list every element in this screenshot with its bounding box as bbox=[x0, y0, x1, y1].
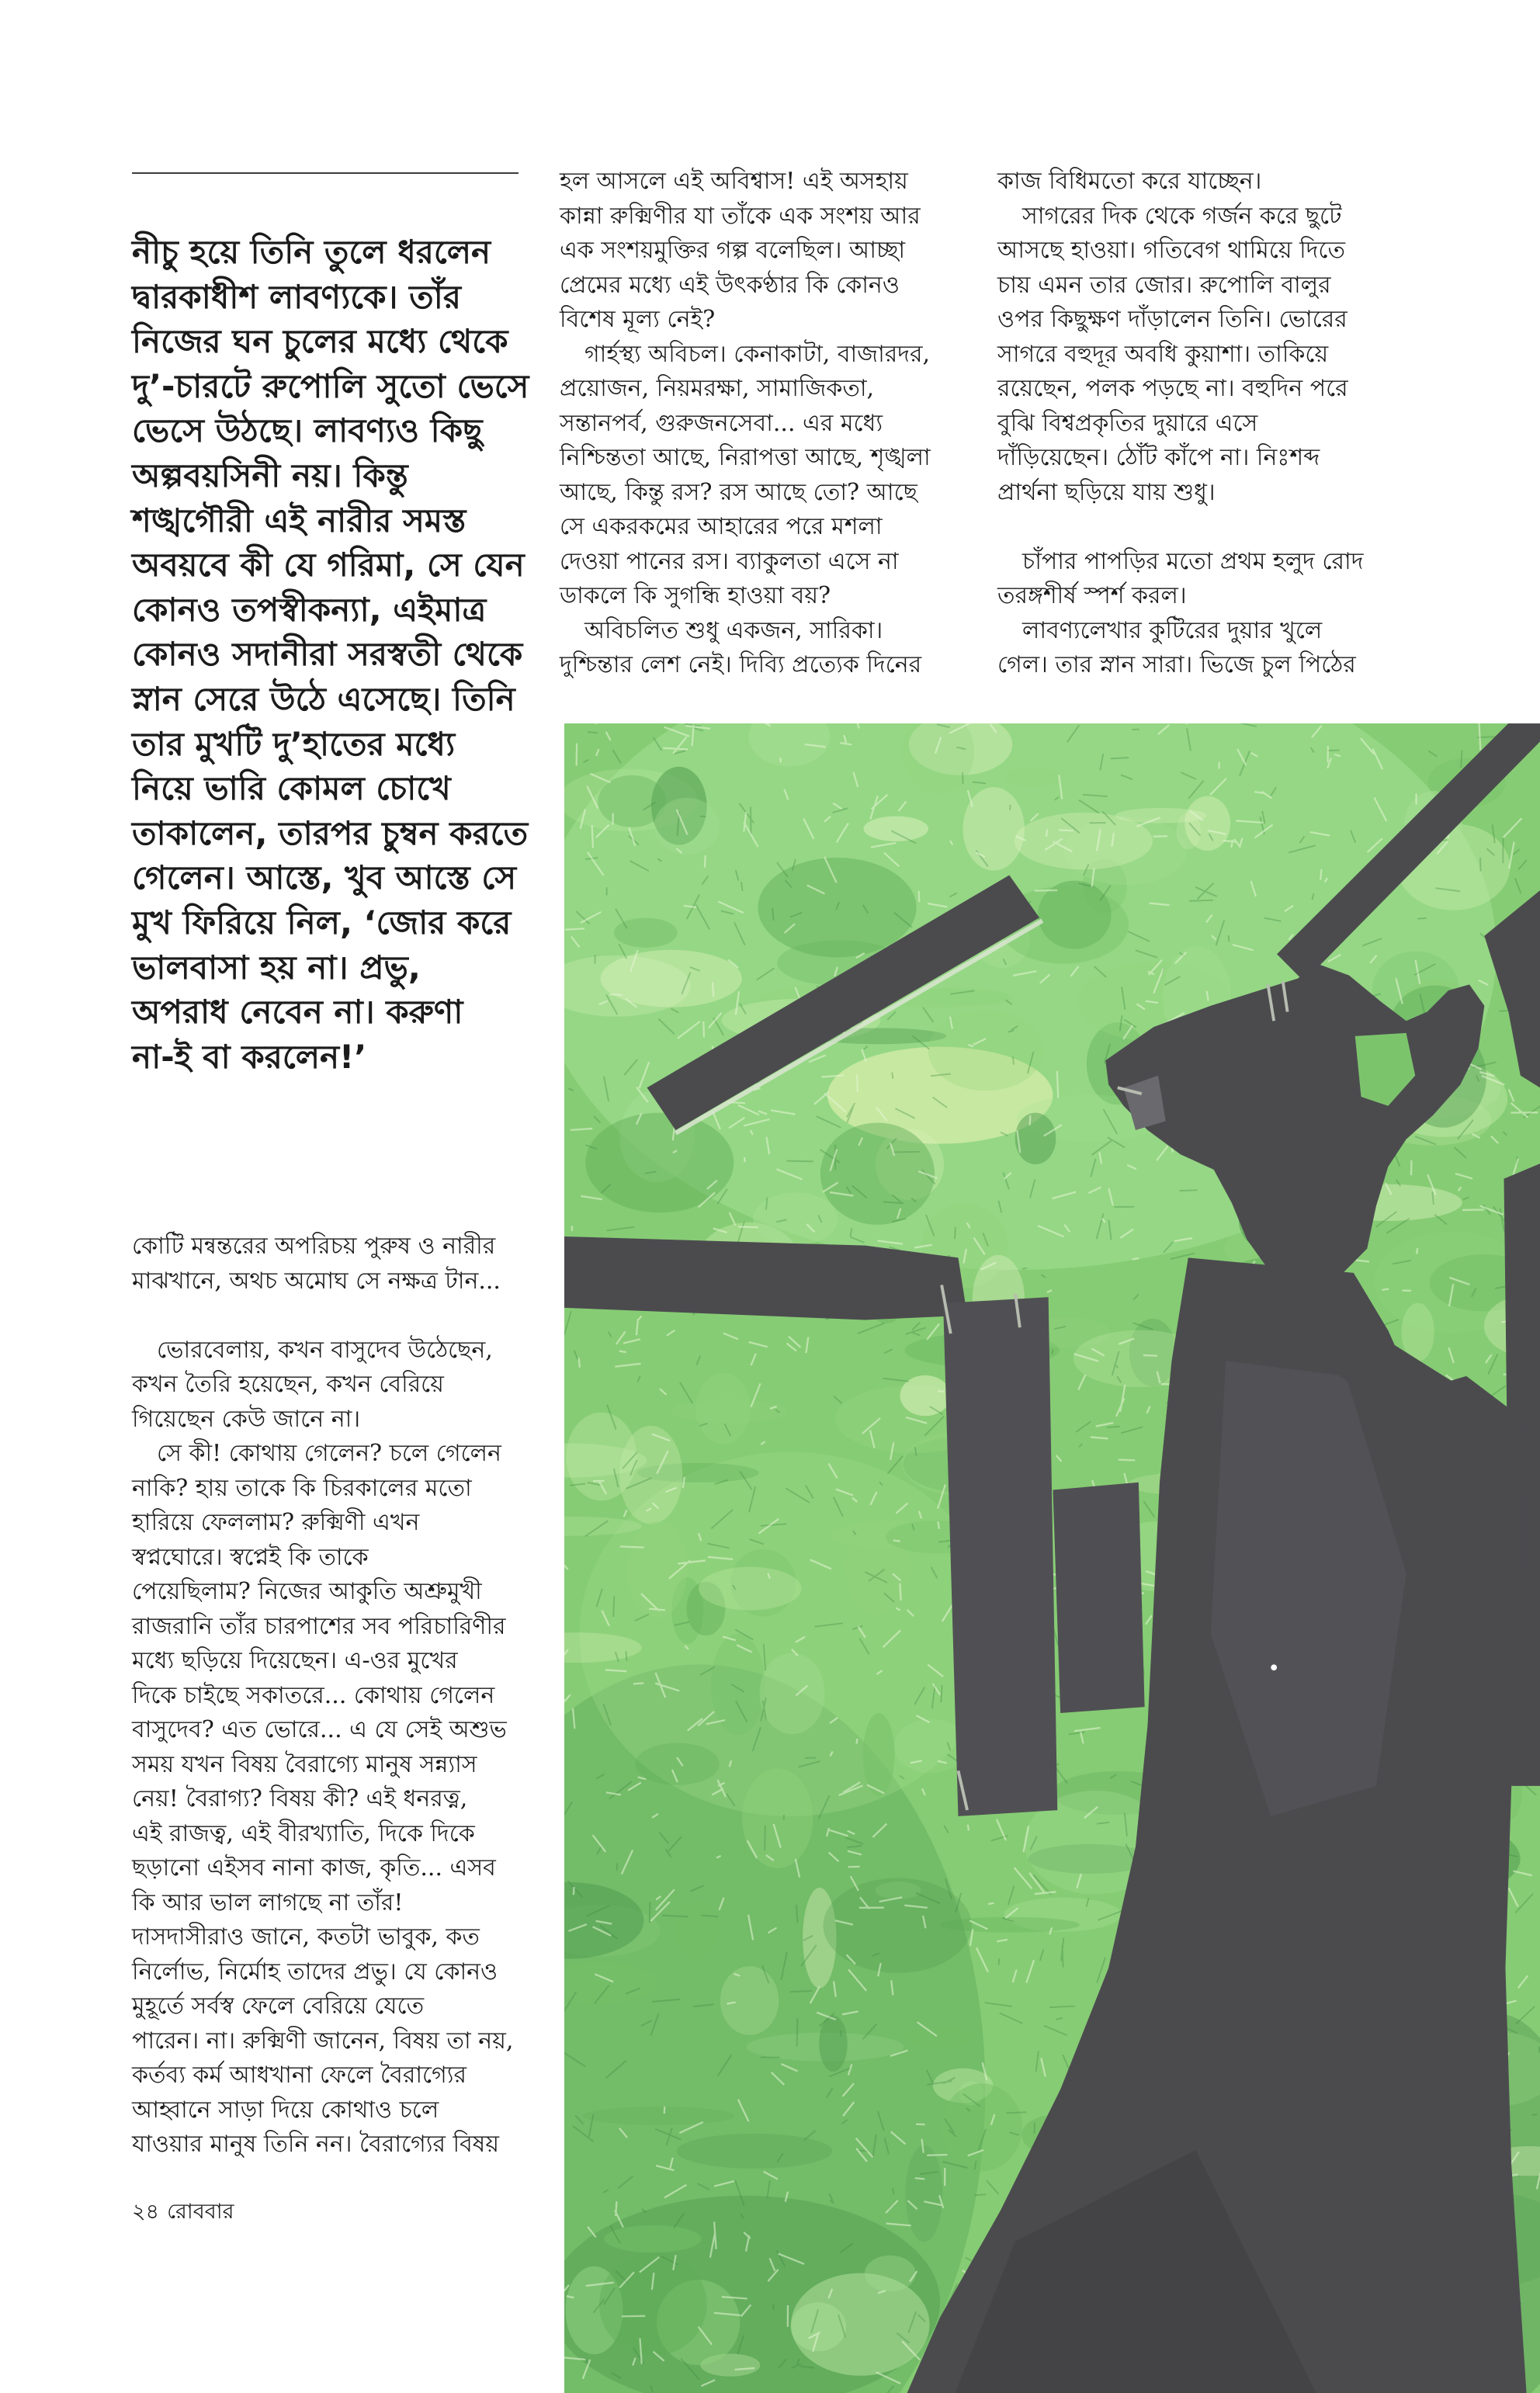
text-line: সাগরে বহুদূর অবধি কুয়াশা। তাকিয়ে bbox=[997, 340, 1329, 368]
text-line: দুশ্চিন্তার লেশ নেই। দিব্যি প্রত্যেক দিনের bbox=[560, 651, 922, 678]
intro-paragraph bbox=[132, 1229, 520, 1299]
text-line: সাগরের দিক থেকে গর্জন করে ছুটে bbox=[1022, 202, 1342, 230]
text-line: পারেন। না। রুক্মিণী জানেন, বিষয় তা নয়, bbox=[132, 2027, 514, 2055]
pull-quote-line: না-ই বা করলেন!’ bbox=[132, 1037, 367, 1076]
pull-quote bbox=[132, 230, 543, 1079]
illustration bbox=[564, 723, 1540, 2393]
body-paragraph bbox=[997, 545, 1386, 614]
texture-blotch bbox=[820, 1122, 935, 1224]
pull-quote-line: অপরাধ নেবেন না। করুণা bbox=[132, 993, 463, 1032]
texture-blotch bbox=[600, 950, 741, 1007]
texture-blotch bbox=[654, 798, 720, 855]
pull-quote-line: নিয়ে ভারি কোমল চোখে bbox=[132, 769, 451, 808]
body-paragraph bbox=[997, 199, 1386, 511]
texture-blotch bbox=[711, 1633, 765, 1735]
illustration-artwork bbox=[564, 723, 1540, 2393]
texture-blotch bbox=[906, 2145, 943, 2242]
body-paragraph bbox=[560, 614, 944, 683]
text-line: প্রার্থনা ছড়িয়ে যায় শুধু। bbox=[997, 478, 1216, 506]
text-line: গেল। তার স্নান সারা। ভিজে চুল পিঠের bbox=[997, 651, 1356, 678]
texture-blotch bbox=[720, 1966, 779, 2035]
text-line: মধ্যে ছড়িয়ে দিয়েছেন। এ-ওর মুখের bbox=[132, 1647, 458, 1674]
text-line: গিয়েছেন কেউ জানে না। bbox=[132, 1405, 361, 1433]
pull-quote-line: কোনও সদানীরা সরস্বতী থেকে bbox=[132, 635, 523, 674]
pull-quote-line: কোনও তপস্বীকন্যা, এইমাত্র bbox=[132, 590, 487, 629]
texture-blotch bbox=[760, 1653, 825, 1734]
text-line: এক সংশয়মুক্তির গল্প বলেছিল। আচ্ছা bbox=[560, 237, 906, 264]
text-line: দিকে চাইছে সকাতরে... কোথায় গেলেন bbox=[132, 1681, 495, 1709]
white-speck bbox=[1271, 1664, 1277, 1670]
texture-blotch bbox=[903, 2026, 975, 2048]
pull-quote-line: তাকালেন, তারপর চুম্বন করতে bbox=[132, 813, 529, 852]
body-paragraph bbox=[132, 1333, 520, 1438]
pull-quote-line: দু’-চারটে রুপোলি সুতো ভেসে bbox=[132, 366, 529, 405]
texture-blotch bbox=[942, 2083, 1022, 2171]
pull-quote-line: তার মুখটি দু’হাতের মধ্যে bbox=[132, 724, 456, 763]
texture-blotch bbox=[928, 1010, 1044, 1091]
text-line: দাসদাসীরাও জানে, কতটা ভাবুক, কত bbox=[132, 1923, 480, 1951]
texture-blotch bbox=[599, 2253, 707, 2356]
pull-quote-line: মুখ ফিরিয়ে নিল, ‘জোর করে bbox=[132, 903, 512, 942]
text-line: আছে, কিন্তু রস? রস আছে তো? আছে bbox=[560, 478, 917, 506]
text-line: চায় এমন তার জোর। রুপোলি বালুর bbox=[997, 271, 1331, 299]
pull-quote-line: শঙ্খগৌরী এই নারীর সমস্ত bbox=[132, 501, 467, 539]
text-line: পেয়েছিলাম? নিজের আকুতি অশ্রুমুখী bbox=[132, 1578, 482, 1605]
text-line: নাকি? হায় তাকে কি চিরকালের মতো bbox=[132, 1474, 472, 1502]
text-line: আহ্বানে সাড়া দিয়ে কোথাও চলে bbox=[132, 2096, 439, 2124]
texture-blotch bbox=[695, 1373, 751, 1444]
text-line: কান্না রুক্মিণীর যা তাঁকে এক সংশয় আর bbox=[560, 202, 921, 230]
page-number: ২৪ bbox=[132, 2200, 160, 2224]
body-paragraph bbox=[560, 165, 944, 338]
texture-blotch bbox=[675, 1901, 720, 1959]
text-line: রাজরানি তাঁর চারপাশের সব পরিচারিণীর bbox=[132, 1612, 506, 1640]
texture-blotch bbox=[918, 987, 1009, 1005]
texture-blotch bbox=[742, 1768, 813, 1868]
page-footer bbox=[132, 2198, 234, 2226]
texture-blotch bbox=[962, 787, 1024, 871]
texture-blotch bbox=[628, 1521, 687, 1618]
body-paragraph bbox=[132, 1920, 520, 2162]
text-line: সে একরকমের আহারের পরে মশলা bbox=[560, 513, 883, 540]
text-line: নেয়! বৈরাগ্য? বিষয় কী? এই ধনরত্ন, bbox=[132, 1785, 468, 1812]
text-line: দেওয়া পানের রস। ব্যাকুলতা এসে না bbox=[560, 547, 899, 575]
texture-blotch bbox=[585, 1113, 734, 1213]
magazine-name: রোববার bbox=[167, 2200, 234, 2224]
texture-blotch bbox=[1115, 808, 1206, 824]
body-paragraph bbox=[997, 165, 1386, 199]
left-text-column bbox=[132, 1229, 520, 2162]
pull-quote-line: গেলেন। আস্তে, খুব আস্তে সে bbox=[132, 858, 517, 897]
texture-blotch bbox=[699, 1567, 801, 1611]
second-sleeve bbox=[1053, 1483, 1144, 1713]
hanging-sleeve bbox=[943, 1297, 1057, 1816]
pull-quote-line: দ্বারকাধীশ লাবণ্যকে। তাঁর bbox=[132, 277, 461, 316]
text-line: ভোরবেলায়, কখন বাসুদেব উঠেছেন, bbox=[157, 1336, 493, 1364]
pull-quote-line: অল্পবয়সিনী নয়। কিন্তু bbox=[132, 456, 408, 494]
text-line: রয়েছেন, পলক পড়ছে না। বহুদিন পরে bbox=[997, 375, 1348, 402]
texture-blotch bbox=[791, 2273, 930, 2376]
text-line: মুহূর্তে সর্বস্ব ফেলে বেরিয়ে যেতে bbox=[132, 1992, 425, 2020]
text-line: সময় যখন বিষয় বৈরাগ্যে মানুষ সন্ন্যাস bbox=[132, 1750, 477, 1778]
texture-blotch bbox=[819, 2016, 847, 2072]
text-line: কাজ বিধিমতো করে যাচ্ছেন। bbox=[997, 168, 1262, 195]
texture-blotch bbox=[566, 1413, 636, 1501]
header-rule bbox=[132, 172, 519, 174]
text-line: তরঙ্গশীর্ষ স্পর্শ করল। bbox=[997, 582, 1187, 609]
pull-quote-line: নিজের ঘন চুলের মধ্যে থেকে bbox=[132, 322, 508, 361]
pull-quote-line: অবয়বে কী যে গরিমা, সে যেন bbox=[132, 546, 525, 584]
body-paragraph bbox=[560, 338, 944, 614]
texture-blotch bbox=[582, 2107, 734, 2125]
text-line: বুঝি বিশ্বপ্রকৃতির দুয়ারে এসে bbox=[997, 409, 1258, 437]
text-line: নির্লোভ, নির্মোহ তাদের প্রভু। যে কোনও bbox=[132, 1958, 498, 1985]
text-line: গার্হস্থ্য অবিচল। কেনাকাটা, বাজারদর, bbox=[584, 340, 931, 368]
text-line: নিশ্চিন্ততা আছে, নিরাপত্তা আছে, শৃঙ্খলা bbox=[560, 444, 931, 471]
middle-text-column bbox=[560, 165, 944, 683]
texture-blotch bbox=[865, 2256, 916, 2292]
texture-blotch bbox=[1015, 1113, 1056, 1164]
text-line: মাঝখানে, অথচ অমোঘ সে নক্ষত্র টান... bbox=[132, 1267, 501, 1295]
body-paragraph bbox=[997, 614, 1386, 683]
texture-blotch bbox=[753, 1192, 838, 1245]
pull-quote-paragraph bbox=[132, 230, 543, 1079]
text-line: এই রাজত্ব, এই বীরখ্যাতি, দিকে দিকে bbox=[132, 1819, 475, 1847]
text-line: প্রেমের মধ্যে এই উৎকণ্ঠার কি কোনও bbox=[560, 271, 900, 299]
text-line: কর্তব্য কর্ম আধখানা ফেলে বৈরাগ্যের bbox=[132, 2062, 467, 2089]
body-paragraph bbox=[132, 1437, 520, 1920]
texture-blotch bbox=[604, 2225, 702, 2253]
text-line: স্বপ্নঘোরে। স্বপ্নেই কি তাকে bbox=[132, 1543, 369, 1571]
right-text-column bbox=[997, 165, 1386, 683]
text-line: সে কী! কোথায় গেলেন? চলে গেলেন bbox=[157, 1440, 501, 1467]
texture-blotch bbox=[1004, 768, 1060, 787]
text-line: ওপর কিছুক্ষণ দাঁড়ালেন তিনি। ভোরের bbox=[997, 306, 1348, 333]
text-line: অবিচলিত শুধু একজন, সারিকা। bbox=[584, 616, 883, 644]
text-line: বিশেষ মূল্য নেই? bbox=[560, 306, 716, 333]
text-line: কখন তৈরি হয়েছেন, কখন বেরিয়ে bbox=[132, 1371, 444, 1398]
text-line: ছড়ানো এইসব নানা কাজ, কৃতি... এসব bbox=[132, 1854, 496, 1881]
texture-blotch bbox=[677, 2134, 832, 2169]
texture-blotch bbox=[863, 816, 928, 841]
text-line: দাঁড়িয়েছেন। ঠোঁট কাঁপে না। নিঃশব্দ bbox=[997, 444, 1320, 471]
pull-quote-line: নীচু হয়ে তিনি তুলে ধরলেন bbox=[132, 233, 491, 271]
pull-quote-line: ভেসে উঠছে। লাবণ্যও কিছু bbox=[132, 411, 483, 450]
pull-quote-line: ভালবাসা হয় না। প্রভু, bbox=[132, 948, 421, 987]
text-line: প্রয়োজন, নিয়মরক্ষা, সামাজিকতা, bbox=[560, 375, 875, 402]
text-line: লাবণ্যলেখার কুটিরের দুয়ার খুলে bbox=[1022, 616, 1323, 644]
text-line: সন্তানপর্ব, গুরুজনসেবা... এর মধ্যে bbox=[560, 409, 883, 437]
text-line: কি আর ভাল লাগছে না তাঁর! bbox=[132, 1888, 404, 1916]
text-line: কোটি মন্বন্তরের অপরিচয় পুরুষ ও নারীর bbox=[132, 1233, 496, 1260]
text-line: আসছে হাওয়া। গতিবেগ থামিয়ে দিতে bbox=[997, 237, 1346, 264]
texture-blotch bbox=[863, 1713, 895, 1796]
text-line: হারিয়ে ফেললাম? রুক্মিণী এখন bbox=[132, 1509, 420, 1536]
texture-blotch bbox=[635, 1743, 719, 1784]
text-line: বাসুদেব? এত ভোরে... এ যে সেই অশুভ bbox=[132, 1716, 507, 1743]
text-line: ডাকলে কি সুগন্ধি হাওয়া বয়? bbox=[560, 582, 831, 609]
text-line: চাঁপার পাপড়ির মতো প্রথম হলুদ রোদ bbox=[1022, 547, 1364, 575]
texture-blotch bbox=[1184, 796, 1230, 851]
pull-quote-line: স্নান সেরে উঠে এসেছে। তিনি bbox=[132, 679, 515, 718]
text-line: হল আসলে এই অবিশ্বাস! এই অসহায় bbox=[560, 168, 908, 195]
text-line: যাওয়ার মানুষ তিনি নন। বৈরাগ্যের বিষয় bbox=[132, 2131, 499, 2158]
